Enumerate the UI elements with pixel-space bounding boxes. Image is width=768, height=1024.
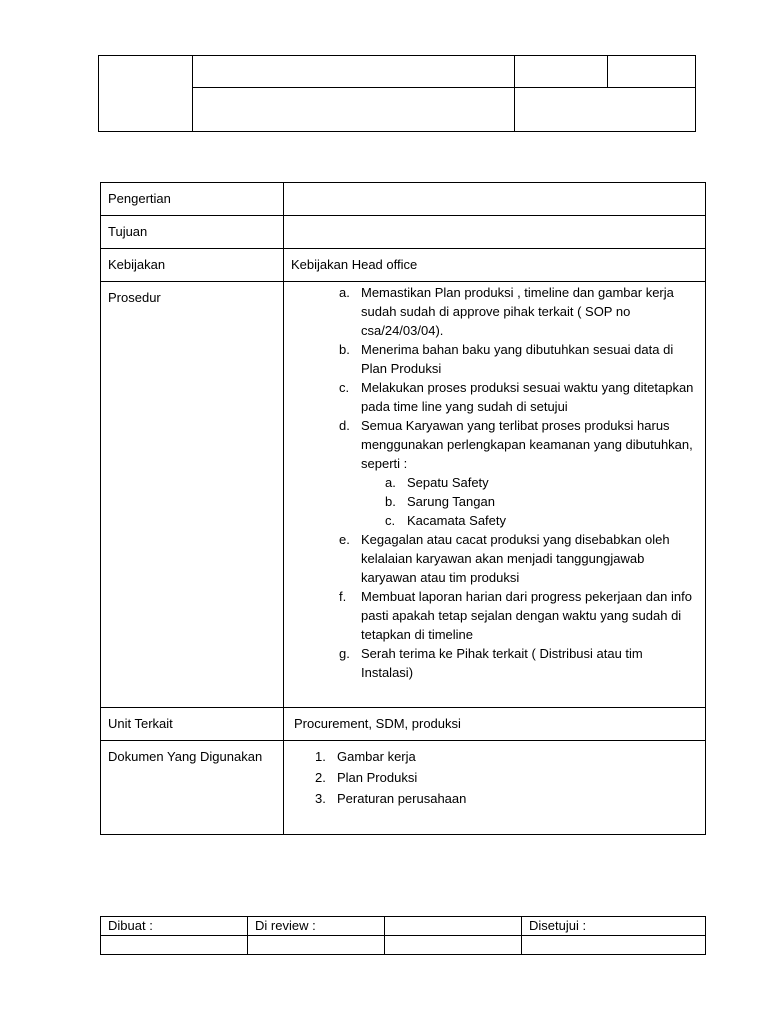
item-marker: 1.	[315, 749, 326, 764]
dokumen-label: Dokumen Yang Digunakan	[101, 741, 284, 835]
item-text: Peraturan perusahaan	[337, 791, 467, 806]
prosedur-item	[291, 530, 698, 587]
row-pengertian	[101, 183, 706, 216]
approval-table	[100, 916, 706, 955]
item-text: Gambar kerja	[337, 749, 416, 764]
unit-value: Procurement, SDM, produksi	[284, 708, 706, 741]
dokumen-item	[291, 789, 698, 808]
prosedur-item	[291, 340, 698, 378]
header-revision-cell	[608, 56, 696, 88]
prosedur-label: Prosedur	[101, 282, 284, 708]
item-marker: a.	[385, 475, 396, 490]
item-marker: g.	[339, 646, 350, 661]
pengertian-label: Pengertian	[101, 183, 284, 216]
item-marker: c.	[385, 513, 396, 528]
row-tujuan	[101, 216, 706, 249]
dokumen-list	[291, 747, 698, 808]
item-text: Sepatu Safety	[407, 475, 489, 490]
dibuat-label: Dibuat :	[101, 917, 248, 936]
header-subtitle-cell	[193, 88, 515, 132]
item-marker: f.	[339, 589, 347, 604]
logo-cell	[99, 56, 193, 132]
dokumen-item	[291, 768, 698, 787]
header-title-cell	[193, 56, 515, 88]
safety-item	[361, 511, 698, 530]
prosedur-item	[291, 378, 698, 416]
row-dokumen	[101, 741, 706, 835]
pengertian-value	[284, 183, 706, 216]
item-marker: c.	[339, 380, 350, 395]
item-marker: 2.	[315, 770, 326, 785]
item-text: Melakukan proses produksi sesuai waktu yang ditetapkan pada time line yang sudah di setujui	[361, 380, 694, 414]
tujuan-label: Tujuan	[101, 216, 284, 249]
prosedur-item	[291, 644, 698, 682]
prosedur-value	[284, 282, 706, 708]
item-marker: b.	[385, 494, 396, 509]
item-marker: b.	[339, 342, 350, 357]
item-text: Kegagalan atau cacat produksi yang disebabkan oleh kelalaian karyawan akan menjadi tanggungjawab karyawan atau tim produksi	[361, 532, 670, 585]
safety-equipment-list	[361, 473, 698, 530]
dibuat-signature-cell	[101, 936, 248, 955]
item-text: Sarung Tangan	[407, 494, 495, 509]
item-text: Semua Karyawan yang terlibat proses produksi harus menggunakan perlengkapan keamanan yang dibutuhkan, seperti :	[361, 418, 693, 471]
row-unit-terkait	[101, 708, 706, 741]
item-marker: a.	[339, 285, 350, 300]
item-marker: e.	[339, 532, 350, 547]
kebijakan-label: Kebijakan	[101, 249, 284, 282]
prosedur-list	[291, 283, 698, 682]
header-code-cell	[515, 56, 608, 88]
dokumen-value	[284, 741, 706, 835]
direview-label: Di review :	[248, 917, 385, 936]
item-text: Serah terima ke Pihak terkait ( Distribusi atau tim Instalasi)	[361, 646, 643, 680]
kebijakan-value: Kebijakan Head office	[284, 249, 706, 282]
unit-label: Unit Terkait	[101, 708, 284, 741]
disetujui-label: Disetujui :	[522, 917, 706, 936]
prosedur-item	[291, 283, 698, 340]
prosedur-item	[291, 587, 698, 644]
tujuan-value	[284, 216, 706, 249]
header-date-cell	[515, 88, 696, 132]
document-header-table	[98, 55, 696, 132]
row-prosedur	[101, 282, 706, 708]
safety-item	[361, 473, 698, 492]
prosedur-item	[291, 416, 698, 530]
item-text: Plan Produksi	[337, 770, 418, 785]
blank-header-cell	[385, 917, 522, 936]
item-text: Menerima bahan baku yang dibutuhkan sesuai data di Plan Produksi	[361, 342, 674, 376]
direview-signature-cell	[248, 936, 385, 955]
row-kebijakan	[101, 249, 706, 282]
disetujui-signature-cell	[522, 936, 706, 955]
sop-table	[100, 182, 706, 835]
safety-item	[361, 492, 698, 511]
dokumen-item	[291, 747, 698, 766]
item-text: Memastikan Plan produksi , timeline dan gambar kerja sudah sudah di approve pihak terkait ( SOP no csa/24/03/04).	[361, 285, 674, 338]
item-marker: 3.	[315, 791, 326, 806]
blank-signature-cell	[385, 936, 522, 955]
item-text: Kacamata Safety	[407, 513, 506, 528]
item-text: Membuat laporan harian dari progress pekerjaan dan info pasti apakah tetap sejalan dengan waktu yang sudah di tetapkan di timeline	[361, 589, 692, 642]
item-marker: d.	[339, 418, 350, 433]
